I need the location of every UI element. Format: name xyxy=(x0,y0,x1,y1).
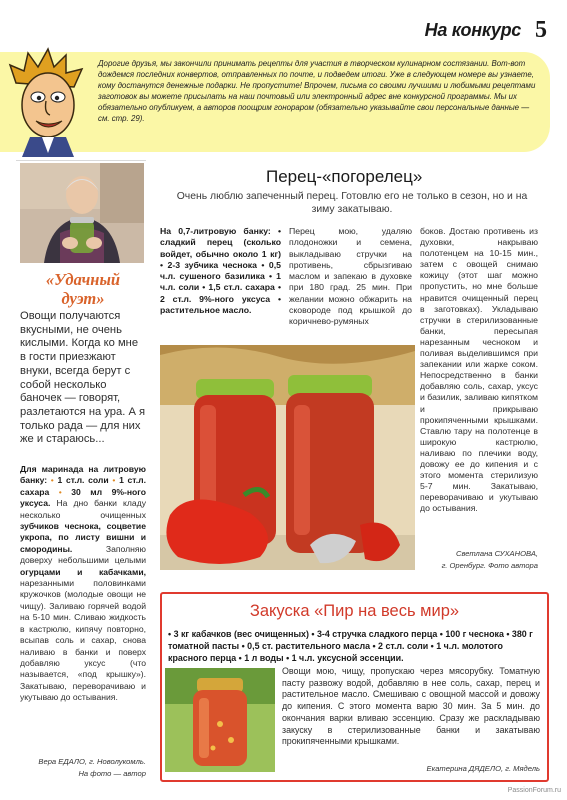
mir-signature: Екатерина ДЯДЕЛО, г. Мядель xyxy=(426,764,540,773)
left-article-intro: Овощи получаются вкусными, не очень кислыми. Когда ко мне в гости приезжают внуки, всегда берут с собой несколько баночек — говорят, разлетаются на ура. А я только рада — для них же и стараюсь... xyxy=(20,310,146,446)
pepper-signature: Светлана СУХАНОВА, xyxy=(455,549,538,558)
left-body-bold: огурцами и кабачками, xyxy=(20,566,146,577)
cartoon-host-illustration xyxy=(4,45,96,157)
marinade-heading: Для маринада на литровую банку: xyxy=(20,464,146,486)
pepper-ingredients: На 0,7-литровую банку: • сладкий перец (сколько войдет, обычно около 1 кг) • 2-3 зубчика чеснока • 0,5 ч.л. сушеного базилика • 1 ч.л. соли • 1,5 ст.л. сахара • 2 ст.л. 9%-ного уксуса • растительное масло. xyxy=(160,226,281,316)
pepper-method-part1: Перец мою, удаляю плодоножки и семена, выкладываю стручки на противень, сбрызгиваю маслом и запекаю в духовке при 180 град. 25 мин. При желании можно обжарить на сковороде под крышкой до коричнево-румяных xyxy=(289,226,412,327)
mir-method: Овощи мою, чищу, пропускаю через мясорубку. Томатную пасту развожу водой, добавляю в нее соль, сахар, перец и растительное масло. Смешиваю с овощной массой и довожу до кипения. С этого момента варю 30 мин. За 5 мин. до окончания варки вливаю эссенцию. Сразу же раскладываю закуску в стерилизованные банки и закатываю прокипяченными крышками. xyxy=(282,666,540,747)
marinade-item: 1 ст.л. соли xyxy=(57,475,109,486)
left-body: Заполняю доверху небольшими целыми xyxy=(20,543,146,566)
left-photo-credit: На фото — автор xyxy=(78,769,146,778)
marinade-item: 30 мл 9%-ного уксуса. xyxy=(20,486,147,509)
author-photo-woman xyxy=(20,163,144,263)
left-body-bold: зубчиков чеснока, соцветие укропа, по листу вишни и смородины. xyxy=(20,521,146,554)
intro-text: Дорогие друзья, мы закончили принимать рецепты для участия в творческом кулинарном состязании. Вот-вот дождемся последних конвертов, отправленных по почте, и подведем итоги. Уже в следующем номере вы узнаете, кому достанутся денежные подарки. Не пропустите! Впрочем, письма со своими лучшими и любимыми рецептами заготовок вы можете присылать на наш почтовый или электронный адрес вне конкурсной программы. Мы их обязательно опубликуем, а авторов поощрим гонораром (обязательно указывайте свои персональные данные — см. стр. 29). xyxy=(98,59,536,124)
left-article-title: «Удачный дуэт» xyxy=(45,270,121,308)
marinade-item: 1 ст.л. сахара xyxy=(20,475,146,497)
mir-article-title: Закуска «Пир на весь мир» xyxy=(249,602,460,620)
pepper-jars-photo xyxy=(160,345,415,570)
page-number: 5 xyxy=(535,17,547,43)
left-article-recipe: Для маринада на литровую банку: • 1 ст.л. соли • 1 ст.л. сахара • 30 мл 9%-ного уксуса. На дно банки кладу несколько очищенных зубчиков чеснока, соцветие укропа, по листу вишни и смородины. Заполняю доверху небольшими целыми огурцами и кабачками, нарезанными половинками кружочков (молодые овощи не чищу). Заливаю горячей водой на 5-10 мин. Сливаю жидкость в кастрюлю, кипячу повторно, всыпав соль и сахар, снова наливаю в банки и поверх добавляю уксус (что называется, «под крышку»). Закатываю, переворачиваю и укутываю до остывания. xyxy=(20,464,147,703)
left-body: нарезанными половинками кружочков (молодые овощи не чищу). Заливаю горячей водой на 5-10 мин. Сливаю жидкость в кастрюлю, кипячу повторно, всыпав соль и сахар, снова наливаю в банки и поверх добавляю уксус (что называется, «под крышку»). Закатываю, переворачиваю и укутываю до остывания. xyxy=(20,578,146,703)
pepper-method-part2: боков. Достаю противень из духовки, накрываю полотенцем на 10-15 мин., затем с овощей снимаю кожицу (этот шаг можно пропустить, но мне больше нравится очищенный перец в заготовках). Укладываю стручки в стерилизованные банки, пересыпая нарезанным чесноком и поливая выделившимся при запекании или жарке соком. Непосредственно в банки добавляю соль, сахар, уксус и базилик, заливаю кипятком и прикрываю прокипяченными крышками. Ставлю тару на полотенце в широкую кастрюлю, наливаю по плечики воду, довожу ее до кипения и с этого момента стерилизую 5-7 мин. Закатываю, переворачиваю и укутываю до остывания. xyxy=(420,226,538,514)
watermark: PassionForum.ru xyxy=(507,787,561,794)
zucchini-jar-photo xyxy=(165,668,275,772)
section-title: На конкурс xyxy=(424,20,521,40)
pepper-signature-city: г. Оренбург. Фото автора xyxy=(441,561,538,570)
pepper-article-intro: Очень люблю запеченный перец. Готовлю его не только в сезон, но и на зиму закатываю. xyxy=(176,191,528,215)
pepper-article-title: Перец-«погорелец» xyxy=(266,167,423,186)
left-signature: Вера ЕДАЛО, г. Новолукомль. xyxy=(38,757,146,766)
mir-ingredients: • 3 кг кабачков (вес очищенных) • 3-4 стручка сладкого перца • 100 г чеснока • 380 г томатной пасты • 0,5 ст. растительного масла • 2 ст.л. соли • 1 ч.л. молотого красного перца • 1 л воды • 1 ч.л. уксусной эссенции. xyxy=(168,629,533,663)
left-body: На дно банки кладу несколько очищенных xyxy=(20,498,147,520)
